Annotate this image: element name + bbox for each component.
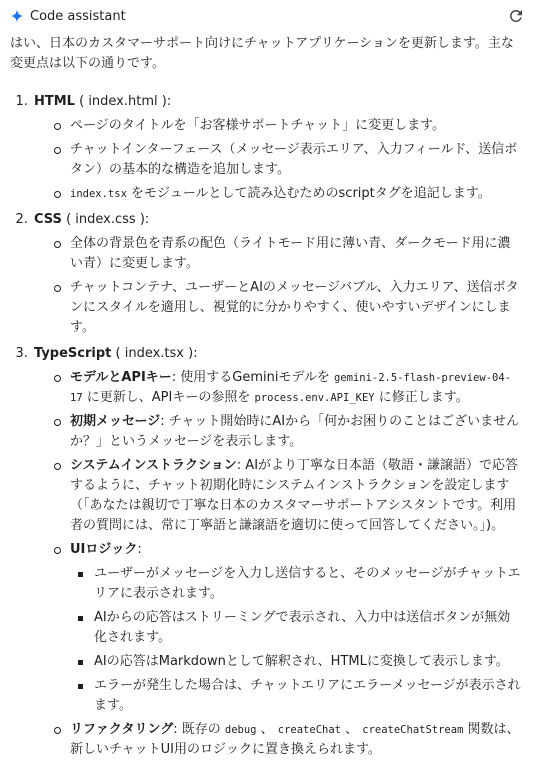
list-item: エラーが発生した場合は、チャットエリアにエラーメッセージが表示されます。 [76, 676, 521, 716]
inline-code: createChatStream [362, 724, 464, 736]
inline-code: index.tsx [70, 188, 127, 200]
section-file: index.html [88, 94, 158, 109]
list-item: index.tsx をモジュールとして読み込むためのscriptタグを追記します。 [52, 184, 521, 204]
list-item-typescript: 3. TypeScript ( index.tsx ): モデルとAPIキー: 使用するGeminiモデルを gemini-2.5-flash-preview-04-17 に更新し、APIキーの参照を process.env.API_KEY に修正します。 初期メッセージ: チャット開始時にAIから「何かお困りのことはございませんか？」というメッセージを表示します。 システムインストラクション: AIがより丁寧な日本語（敬語・謙譲語）で応答するように、チャット初期化時にシステムインストラクションを設定します（「あなたは親切で丁寧な日本のカスタマーサポートアシスタントです。利用者の質問には、常に丁寧語と謙譲語を適切に使って回答してください。」)。 UIロジック: ユーザーがメッセージを入力し送信すると、そのメッセージがチャットエリアに表示されます。 AIからの応答はストリーミングで表示され、入力中は送信ボタンが無効化されます。 AIの応答はMarkdownとして解釈され、HTMLに変換して表示します。 エラーが発生した場合は、チャットエリアにエラーメッセージが表示されます。 リファクタリング: 既存の debug 、 createChat 、 createChatStream 関数は、新しいチャットUI用のロジックに置き換えられます。 [32, 344, 521, 760]
panel-header [0, 0, 535, 32]
list-item-css: 2. CSS ( index.css ): 全体の背景色を青系の配色（ライトモード用に薄い青、ダークモード用に濃い青）に変更します。 チャットコンテナ、ユーザーとAIのメッセージバブル、入力エリア、送信ボタンにスタイルを適用し、視覚的に分かりやすく、使いやすいデザインにします。 [32, 210, 521, 338]
inline-code: createChat [277, 724, 341, 736]
inline-code: gemini-2.5-flash-preview-04-17 [70, 372, 511, 404]
list-item-ui-logic: UIロジック: ユーザーがメッセージを入力し送信すると、そのメッセージがチャットエリアに表示されます。 AIからの応答はストリーミングで表示され、入力中は送信ボタンが無効化されます。 AIの応答はMarkdownとして解釈され、HTMLに変換して表示します。 エラーが発生した場合は、チャットエリアにエラーメッセージが表示されます。 [52, 540, 521, 716]
list-item: チャットコンテナ、ユーザーとAIのメッセージバブル、入力エリア、送信ボタンにスタイルを適用し、視覚的に分かりやすく、使いやすいデザインにします。 [52, 278, 521, 338]
intro-text: はい、日本のカスタマーサポート向けにチャットアプリケーションを更新します。主な変更点は以下の通りです。 [10, 36, 514, 71]
list-item-initial-message: 初期メッセージ: チャット開始時にAIから「何かお困りのことはございませんか？」というメッセージを表示します。 [52, 412, 521, 452]
list-item: 全体の背景色を青系の配色（ライトモード用に薄い青、ダークモード用に濃い青）に変更します。 [52, 234, 521, 274]
panel-title: Code assistant [30, 8, 126, 24]
list-item-refactoring: リファクタリング: 既存の debug 、 createChat 、 createChatStream 関数は、新しいチャットUI用のロジックに置き換えられます。 [52, 720, 521, 760]
section-heading: CSS [34, 212, 62, 227]
section-file: index.css [75, 212, 136, 227]
section-heading: HTML [34, 94, 75, 109]
list-item-html: 1. HTML ( index.html ): ページのタイトルを「お客様サポートチャット」に変更します。 チャットインターフェース（メッセージ表示エリア、入力フィールド、送信ボタン）の基本的な構造を追加します。 index.tsx をモジュールとして読み込むためのscriptタグを追記します。 [32, 92, 521, 204]
inline-code: debug [224, 724, 257, 736]
list-item: AIからの応答はストリーミングで表示され、入力中は送信ボタンが無効化されます。 [76, 608, 521, 648]
inline-code: process.env.API_KEY [254, 392, 375, 404]
assistant-response [0, 32, 535, 760]
list-item: AIの応答はMarkdownとして解釈され、HTMLに変換して表示します。 [76, 652, 521, 672]
list-item: チャットインターフェース（メッセージ表示エリア、入力フィールド、送信ボタン）の基本的な構造を追加します。 [52, 140, 521, 180]
refresh-icon[interactable] [507, 7, 525, 25]
list-item-model: モデルとAPIキー: 使用するGeminiモデルを gemini-2.5-flash-preview-04-17 に更新し、APIキーの参照を process.env.API_KEY に修正します。 [52, 368, 521, 408]
section-file: index.tsx [124, 346, 184, 361]
list-item: ページのタイトルを「お客様サポートチャット」に変更します。 [52, 116, 521, 136]
section-heading: TypeScript [34, 346, 112, 361]
sparkle-icon [10, 9, 24, 23]
list-item-system-instruction: システムインストラクション: AIがより丁寧な日本語（敬語・謙譲語）で応答するように、チャット初期化時にシステムインストラクションを設定します（「あなたは親切で丁寧な日本のカスタマーサポートアシスタントです。利用者の質問には、常に丁寧語と謙譲語を適切に使って回答してください。」)。 [52, 456, 521, 536]
changes-list [10, 92, 521, 760]
list-item: ユーザーがメッセージを入力し送信すると、そのメッセージがチャットエリアに表示されます。 [76, 564, 521, 604]
